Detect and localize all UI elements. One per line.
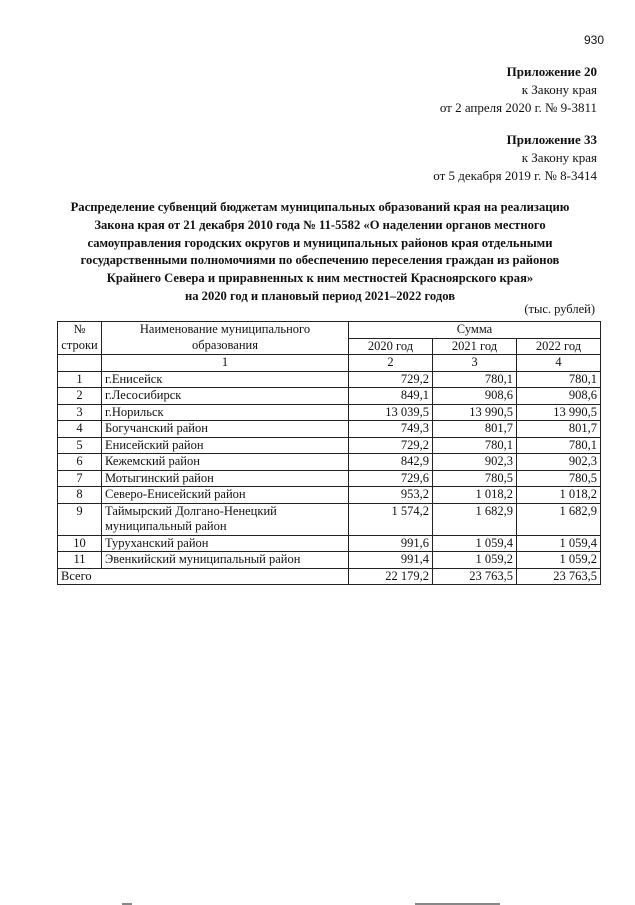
row-name: г.Норильск xyxy=(102,404,349,421)
annex-law-ref: к Закону края xyxy=(521,82,597,97)
title-line: государственными полномочиями по обеспечению переселения граждан из районов xyxy=(80,253,560,268)
header-sum: Сумма xyxy=(349,322,601,339)
row-2021: 1 682,9 xyxy=(433,503,517,535)
header-row xyxy=(58,338,601,355)
table-row xyxy=(58,535,601,552)
row-2021: 1 059,4 xyxy=(433,535,517,552)
row-2021: 13 990,5 xyxy=(433,404,517,421)
table-row xyxy=(58,421,601,438)
title-line: самоуправления городских округов и муниципальных районов края отдельными xyxy=(87,235,553,250)
col-num: 4 xyxy=(517,355,601,372)
row-name: г.Енисейск xyxy=(102,371,349,388)
col-num: 2 xyxy=(349,355,433,372)
row-2020: 842,9 xyxy=(349,454,433,471)
table-row xyxy=(58,404,601,421)
row-2021: 908,6 xyxy=(433,388,517,405)
title-line: Крайнего Севера и приравненных к ним местностей Красноярского края» xyxy=(106,271,534,286)
row-2020: 729,6 xyxy=(349,470,433,487)
row-2021: 801,7 xyxy=(433,421,517,438)
row-2021: 1 018,2 xyxy=(433,487,517,504)
row-2022: 780,1 xyxy=(517,437,601,454)
annex-33-block xyxy=(433,131,597,185)
row-no: 2 xyxy=(58,388,102,405)
row-2021: 780,1 xyxy=(433,437,517,454)
row-no: 9 xyxy=(58,503,102,535)
row-no: 1 xyxy=(58,371,102,388)
row-2020: 749,3 xyxy=(349,421,433,438)
total-label: Всего xyxy=(58,568,349,585)
row-name: Богучанский район xyxy=(102,421,349,438)
annex-title: Приложение 33 xyxy=(506,132,597,147)
table-row xyxy=(58,503,601,535)
page-number: 930 xyxy=(583,33,604,47)
total-2021: 23 763,5 xyxy=(433,568,517,585)
row-2022: 1 682,9 xyxy=(517,503,601,535)
row-2022: 1 018,2 xyxy=(517,487,601,504)
row-2022: 1 059,2 xyxy=(517,552,601,569)
row-2020: 729,2 xyxy=(349,371,433,388)
subsidy-table xyxy=(57,321,601,585)
table-row xyxy=(58,470,601,487)
annex-20-block xyxy=(440,63,597,117)
row-2020: 13 039,5 xyxy=(349,404,433,421)
row-name: Туруханский район xyxy=(102,535,349,552)
row-no: 5 xyxy=(58,437,102,454)
row-2022: 780,1 xyxy=(517,371,601,388)
header-year-2022: 2022 год xyxy=(517,338,601,355)
row-2021: 902,3 xyxy=(433,454,517,471)
annex-title: Приложение 20 xyxy=(506,64,597,79)
row-name: Эвенкийский муниципальный район xyxy=(102,552,349,569)
header-year-2021: 2021 год xyxy=(433,338,517,355)
row-2020: 991,6 xyxy=(349,535,433,552)
row-name-line: муниципальный район xyxy=(105,519,227,533)
row-2022: 1 059,4 xyxy=(517,535,601,552)
header-name-2: образования xyxy=(102,338,349,355)
table-row xyxy=(58,454,601,471)
row-2020: 991,4 xyxy=(349,552,433,569)
table-row xyxy=(58,371,601,388)
row-no: 11 xyxy=(58,552,102,569)
total-row xyxy=(58,568,601,585)
row-name: Кежемский район xyxy=(102,454,349,471)
row-2022: 780,5 xyxy=(517,470,601,487)
table-row xyxy=(58,487,601,504)
col-num-empty xyxy=(58,355,102,372)
units-label: (тыс. рублей) xyxy=(524,302,595,316)
total-2022: 23 763,5 xyxy=(517,568,601,585)
row-2021: 780,5 xyxy=(433,470,517,487)
annex-date: от 2 апреля 2020 г. № 9-3811 xyxy=(439,100,597,115)
total-2020: 22 179,2 xyxy=(349,568,433,585)
row-2021: 780,1 xyxy=(433,371,517,388)
row-no: 4 xyxy=(58,421,102,438)
table-row xyxy=(58,388,601,405)
table-row xyxy=(58,552,601,569)
row-no: 7 xyxy=(58,470,102,487)
row-no: 10 xyxy=(58,535,102,552)
annex-law-ref: к Закону края xyxy=(521,150,597,165)
header-no-2: строки xyxy=(58,338,102,355)
col-num: 3 xyxy=(433,355,517,372)
title-line: на 2020 год и плановый период 2021–2022 годов xyxy=(184,288,456,303)
row-name xyxy=(102,503,349,535)
header-name: Наименование муниципального xyxy=(102,322,349,339)
row-2022: 801,7 xyxy=(517,421,601,438)
row-no: 8 xyxy=(58,487,102,504)
row-name: Северо-Енисейский район xyxy=(102,487,349,504)
document-title xyxy=(40,199,600,306)
row-name: Мотыгинский район xyxy=(102,470,349,487)
row-2022: 902,3 xyxy=(517,454,601,471)
table-row xyxy=(58,437,601,454)
row-2022: 13 990,5 xyxy=(517,404,601,421)
title-line: Закона края от 21 декабря 2010 года № 11-5582 «О наделении органов местного xyxy=(94,217,546,232)
header-year-2020: 2020 год xyxy=(349,338,433,355)
row-name: Енисейский район xyxy=(102,437,349,454)
row-2020: 953,2 xyxy=(349,487,433,504)
header-row xyxy=(58,322,601,339)
annex-date: от 5 декабря 2019 г. № 8-3414 xyxy=(433,168,597,183)
row-name-line: Таймырский Долгано-Ненецкий xyxy=(105,503,277,518)
row-no: 6 xyxy=(58,454,102,471)
row-2020: 729,2 xyxy=(349,437,433,454)
row-name: г.Лесосибирск xyxy=(102,388,349,405)
row-2020: 1 574,2 xyxy=(349,503,433,535)
row-no: 3 xyxy=(58,404,102,421)
title-line: Распределение субвенций бюджетам муниципальных образований края на реализацию xyxy=(70,200,570,214)
row-2021: 1 059,2 xyxy=(433,552,517,569)
row-2022: 908,6 xyxy=(517,388,601,405)
column-number-row xyxy=(58,355,601,372)
header-no: № xyxy=(58,322,102,339)
col-num: 1 xyxy=(102,355,349,372)
row-2020: 849,1 xyxy=(349,388,433,405)
